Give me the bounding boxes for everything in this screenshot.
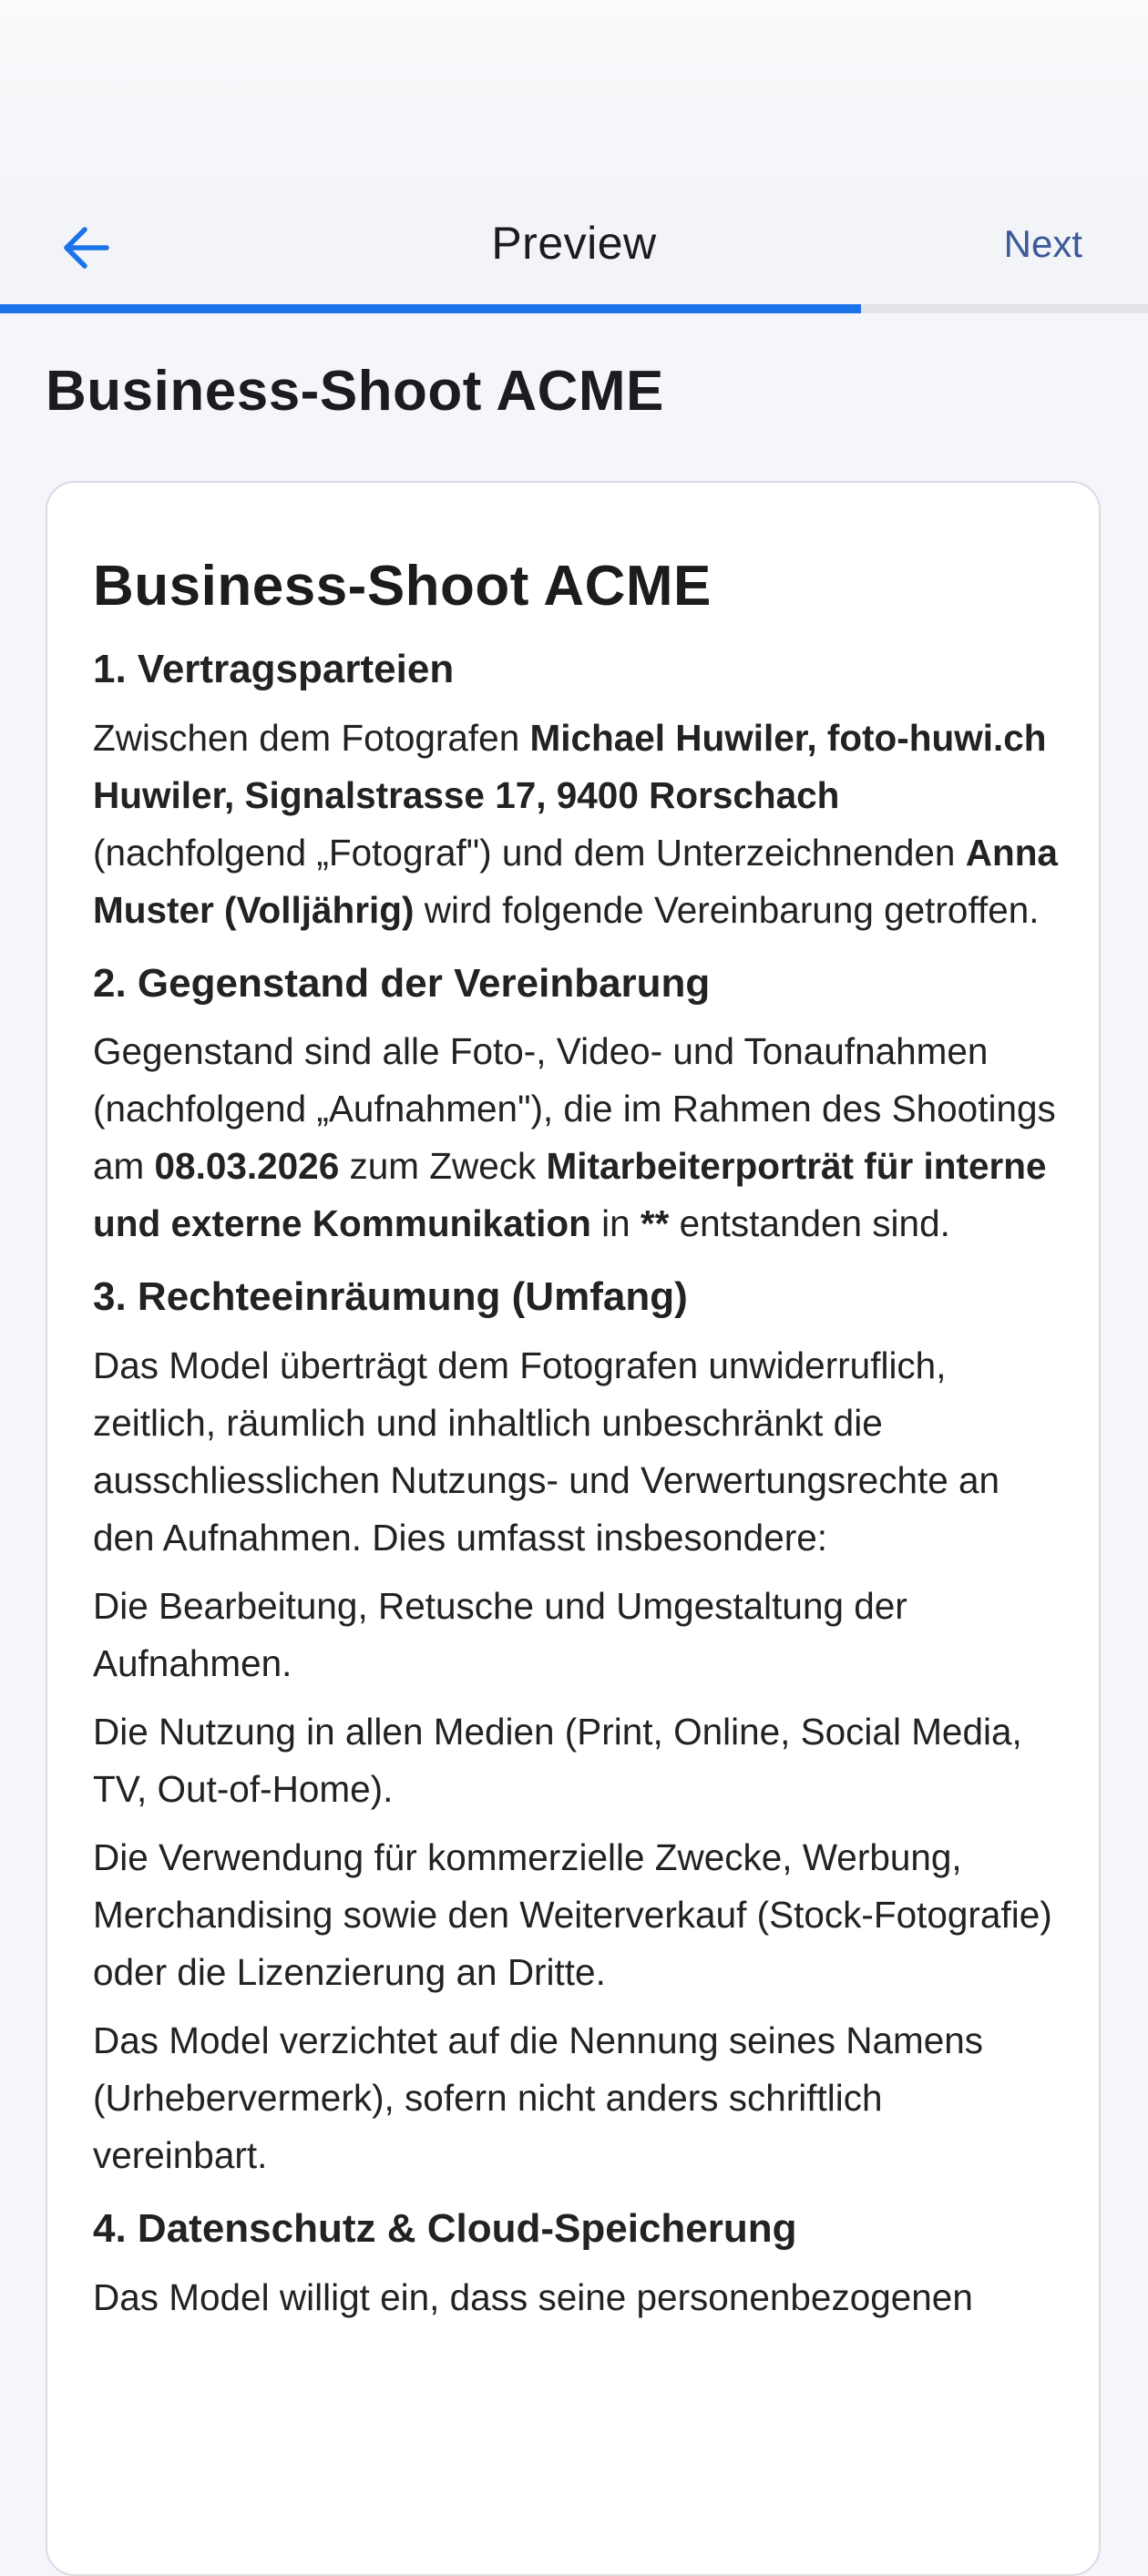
page-title: Business-Shoot ACME [46, 360, 664, 423]
section-4-title: 4. Datenschutz & Cloud-Speicherung [93, 2205, 797, 2251]
section-3-title: 3. Rechteeinräumung (Umfang) [93, 1274, 688, 1320]
section-2-title: 2. Gegenstand der Vereinbarung [93, 960, 711, 1006]
contract-preview-card [46, 481, 1101, 2576]
nav-title: Preview [491, 218, 657, 269]
section-3-paragraph-1: Das Model überträgt dem Fotografen unwiderruflich, zeitlich, räumlich und inhaltlich unbeschränkt die ausschliesslichen Nutzungs- und Verwertungsrechte an den Aufnahmen. Dies umfasst insbesondere: [93, 1344, 1000, 1559]
progress-bar [0, 304, 1148, 313]
document-heading: Business-Shoot ACME [93, 555, 712, 618]
shoot-date: 08.03.2026 [154, 1145, 340, 1188]
section-3-paragraph-3: Die Nutzung in allen Medien (Print, Online, Social Media, TV, Out-of-Home). [93, 1710, 1022, 1810]
navigation-bar [0, 191, 1148, 304]
section-4-paragraph-1: Das Model willigt ein, dass seine personenbezogenen [93, 2275, 973, 2318]
section-1-title: 1. Vertragsparteien [93, 647, 455, 692]
model-name: Anna Muster (Volljährig) [93, 831, 1058, 931]
shoot-purpose: Mitarbeiterporträt für interne und externe Kommunikation [93, 1145, 1047, 1245]
section-3-paragraph-4: Die Verwendung für kommerzielle Zwecke, Werbung, Merchandising sowie den Weiterverkauf (Stock-Fotografie) oder die Lizenzierung an Dritte. [93, 1835, 1052, 1993]
next-button[interactable]: Next [1003, 222, 1082, 265]
section-3-paragraph-2: Die Bearbeitung, Retusche und Umgestaltung der Aufnahmen. [93, 1584, 907, 1684]
photographer-name: Michael Huwiler, foto-huwi.ch Huwiler, Signalstrasse 17, 9400 Rorschach [93, 716, 1047, 816]
status-bar-area [0, 0, 1148, 191]
shoot-location: ** [640, 1202, 670, 1245]
section-1-text: Zwischen dem Fotografen Michael Huwiler, foto-huwi.ch Huwiler, Signalstrasse 17, 9400 Rorschach (nachfolgend „Fotograf") und dem Unterzeichnenden Anna Muster (Volljährig) wird folgende Vereinbarung getroffen. [93, 716, 1058, 931]
progress-bar-fill [0, 304, 861, 313]
contract-document [93, 556, 1059, 2337]
section-3-paragraph-5: Das Model verzichtet auf die Nennung seines Namens (Urhebervermerk), sofern nicht anders schriftlich vereinbart. [93, 2019, 984, 2176]
section-2-text: Gegenstand sind alle Foto-, Video- und Tonaufnahmen (nachfolgend „Aufnahmen"), die im Rahmen des Shootings am 08.03.2026 zum Zweck Mitarbeiterporträt für interne und externe Kommunikation in ** entstanden sind. [93, 1030, 1056, 1245]
